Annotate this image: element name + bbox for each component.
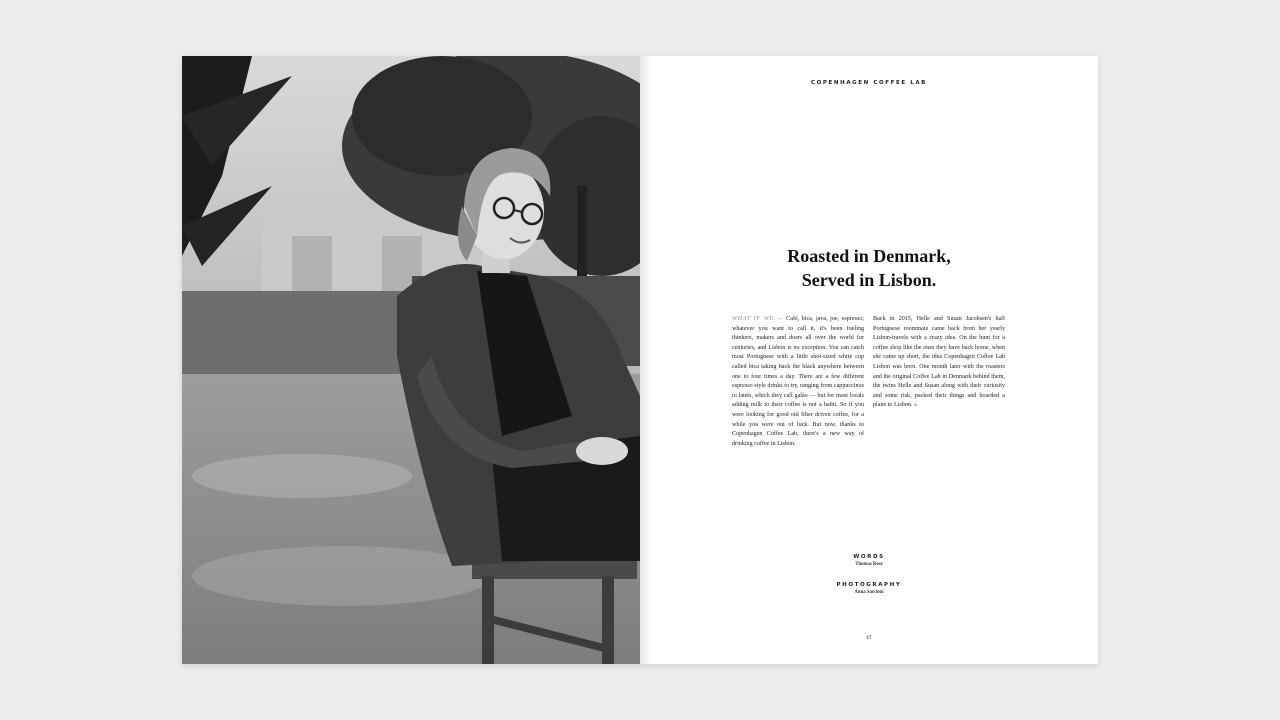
credit-name: Anna Sarcleni xyxy=(854,590,884,595)
portrait-photo xyxy=(182,56,640,664)
credit-photography xyxy=(640,582,1098,595)
body-column-2: Back in 2015, Helle and Susan Jacobsen's half Portuguese roommate came back from her yearly Lisbon-travels with a crazy idea. On the hunt for a coffee shop like the ones they have back home, when she came up short, the idea Copenhagen Coffee Lab Lisbon was born. One month later with the roasters and the original Coffee Lab in Denmark behind them, the twins Helle and Susan along with their curiosity and some risk, packed their things and boarded a plane to Lisbon. » xyxy=(873,316,1005,409)
body-column-1 xyxy=(732,315,864,449)
credit-label: WORDS xyxy=(853,554,885,560)
article-headline xyxy=(640,244,1098,292)
text-page xyxy=(640,56,1098,664)
column-1-text: Café, bica, java, joe, espresso; whatever you want to call it, it's been fueling thinkers, makers and doers all over the world for centuries, and Lisbon is no exception. You can catch most Portuguese with a little shot-sized white cup called bica taking back the black anywhere between one to four times a day. There are a few different espresso style drinks to try, ranging from cappuccinos to lattés, which they call galão — but for most locals adding milk to their coffee is not a habit. So if you were looking for good old filter driven coffee, for a while you were out of luck. But now, thanks to Copenhagen Coffee Lab, there's a new way of drinking coffee in Lisbon. xyxy=(732,316,864,447)
headline-line-1: Roasted in Denmark, xyxy=(787,246,951,266)
credit-label: PHOTOGRAPHY xyxy=(836,582,902,588)
lead-in: WHAT IF WE — xyxy=(732,316,787,322)
credit-name: Thomas Rose xyxy=(855,562,883,567)
article-body xyxy=(732,315,1006,449)
credit-words xyxy=(640,554,1098,567)
magazine-masthead: COPENHAGEN COFFEE LAB xyxy=(811,80,927,86)
magazine-spread xyxy=(182,56,1098,664)
page-number: 17 xyxy=(866,636,872,641)
headline-line-2: Served in Lisbon. xyxy=(801,270,937,290)
